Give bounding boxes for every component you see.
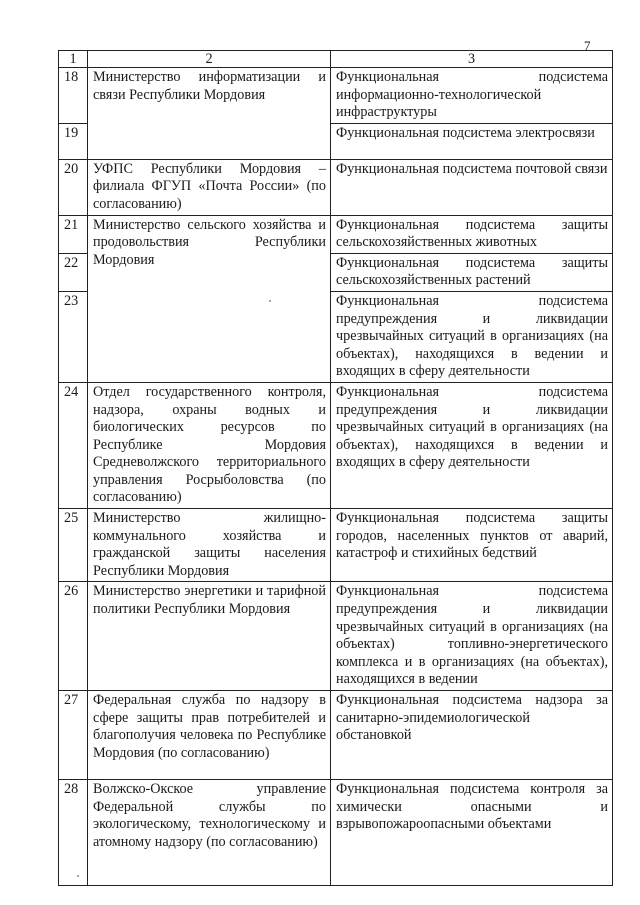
table-row [59,68,613,124]
organization-cell: Министерство энергетики и тарифной политики Республики Мордовия [88,582,331,691]
row-number: 26 [59,582,88,691]
table-row [59,691,613,780]
subsystem-cell: Функциональная подсистема почтовой связи [331,159,613,215]
organization-cell: УФПС Республики Мордовия – филиала ФГУП «Почта России» (по согласованию) [88,159,331,215]
row-number: 24 [59,382,88,508]
organizations-table [58,50,613,886]
scan-speck [77,875,79,877]
table-row [59,159,613,215]
subsystem-cell: Функциональная подсистема защиты городов, населенных пунктов от аварий, катастроф и стихийных бедствий [331,509,613,582]
organization-cell: Волжско-Окское управление Федеральной службы по экологическому, технологическому и атомному надзору (по согласованию) [88,780,331,886]
row-number: 23 [59,291,88,382]
row-number: 25 [59,509,88,582]
table-header-row [59,51,613,68]
column-header: 3 [331,51,613,68]
organization-cell: Министерство сельского хозяйства и продовольствия Республики Мордовия [88,215,331,382]
table-row [59,780,613,886]
organization-cell: Министерство жилищно-коммунального хозяйства и гражданской защиты населения Республики Мордовия [88,509,331,582]
row-number: 22 [59,253,88,291]
row-number: 18 [59,68,88,124]
scan-speck [269,300,271,302]
table-row [59,509,613,582]
subsystem-cell: Функциональная подсистема надзора за санитарно-эпидемиологической обстановкой [331,691,613,780]
subsystem-cell: Функциональная подсистема информационно-технологической инфраструктуры [331,68,613,124]
row-number: 19 [59,123,88,159]
subsystem-cell: Функциональная подсистема электросвязи [331,123,613,159]
row-number: 21 [59,215,88,253]
organization-cell: Министерство информатизации и связи Республики Мордовия [88,68,331,160]
organization-cell: Федеральная служба по надзору в сфере защиты прав потребителей и благополучия человека по Республике Мордовия (по согласованию) [88,691,331,780]
row-number: 28 [59,780,88,886]
subsystem-cell: Функциональная подсистема предупреждения и ликвидации чрезвычайных ситуаций в организациях (на объектах), находящихся в ведении и входящих в сферу деятельности [331,382,613,508]
organization-cell: Отдел государственного контроля, надзора, охраны водных и биологических ресурсов по Республике Мордовия Средневолжского территориального управления Росрыболовства (по согласованию) [88,382,331,508]
table-row [59,382,613,508]
subsystem-cell: Функциональная подсистема предупреждения и ликвидации чрезвычайных ситуаций в организациях (на объектах), находящихся в ведении и входящих в сферу деятельности [331,291,613,382]
table-row [59,215,613,253]
subsystem-cell: Функциональная подсистема защиты сельскохозяйственных животных [331,215,613,253]
row-number: 20 [59,159,88,215]
column-header: 1 [59,51,88,68]
row-number: 27 [59,691,88,780]
subsystem-cell: Функциональная подсистема предупреждения и ликвидации чрезвычайных ситуаций в организациях (на объектах) топливно-энергетического комплекса и в организациях (на объектах), находящихся в ведении [331,582,613,691]
subsystem-cell: Функциональная подсистема контроля за химически опасными и взрывопожароопасными объектами [331,780,613,886]
column-header: 2 [88,51,331,68]
page-number: 7 [584,38,591,53]
table-row [59,582,613,691]
subsystem-cell: Функциональная подсистема защиты сельскохозяйственных растений [331,253,613,291]
